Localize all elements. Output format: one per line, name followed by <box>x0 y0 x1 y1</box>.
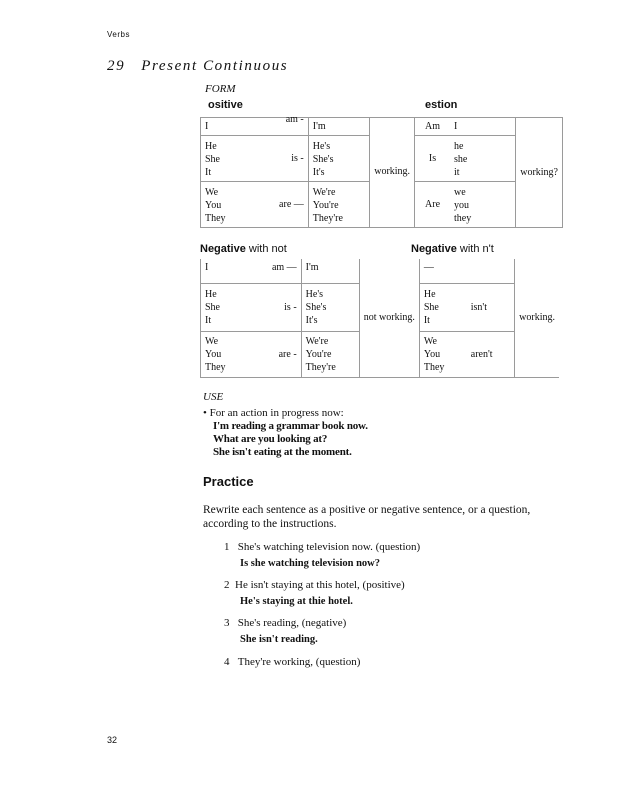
negative-nt-heading-bold: Negative <box>411 243 457 255</box>
question-heading: estion <box>425 99 458 111</box>
verb-cell: is - <box>262 136 308 182</box>
neg-contraction-cell: We're You're They're <box>301 331 359 377</box>
negative-nt-heading <box>411 243 494 255</box>
q-pronoun-cell: I <box>450 118 516 136</box>
q-verb-cell: Are <box>415 182 450 228</box>
q-verb-cell: Is <box>415 136 450 182</box>
neg-pronoun-cell: I <box>201 259 259 283</box>
practice-title: Practice <box>203 474 254 489</box>
neg-verb-cell: are - <box>258 331 301 377</box>
item-text: She's reading, (negative) <box>237 617 347 629</box>
item-answer: Is she watching television now? <box>240 558 381 569</box>
practice-item <box>224 579 405 591</box>
item-answer: She isn't reading. <box>240 634 318 645</box>
nt-aux-cell <box>467 259 515 283</box>
neg-contraction-cell: He's She's It's <box>301 283 359 331</box>
form-label: FORM <box>205 83 236 95</box>
pronoun-cell: He She It <box>201 136 263 182</box>
contraction-cell: We're You're They're <box>308 182 369 228</box>
use-example: I'm reading a grammar book now. <box>213 420 368 432</box>
positive-question-table <box>200 114 563 228</box>
q-verb-cell: Am <box>415 118 450 136</box>
negative-not-heading <box>200 243 287 255</box>
negative-not-heading-bold: Negative <box>200 243 246 255</box>
item-text: She's watching television now. (question) <box>237 541 421 553</box>
use-bullet: • For an action in progress now: <box>203 407 344 419</box>
practice-instructions: Rewrite each sentence as a positive or negative sentence, or a question, according to the instructions. <box>203 504 531 530</box>
neg-pronoun-cell: We You They <box>201 331 259 377</box>
q-pronoun-cell: he she it <box>450 136 516 182</box>
item-answer: He's staying at thie hotel. <box>240 596 353 607</box>
nt-pronoun-cell: — <box>419 259 466 283</box>
page-number: 32 <box>107 735 118 745</box>
use-label: USE <box>203 391 224 403</box>
nt-ending-cell: working. <box>515 259 559 377</box>
verb-cell: am - <box>262 118 308 136</box>
verb-cell: are — <box>262 182 308 228</box>
negative-nt-heading-rest: with n't <box>459 243 494 255</box>
item-number: 3 <box>224 617 230 629</box>
contraction-cell: I'm <box>308 118 369 136</box>
nt-pronoun-cell: We You They <box>419 331 466 377</box>
neg-pronoun-cell: He She It <box>201 283 259 331</box>
negative-table <box>200 259 559 378</box>
practice-item <box>224 617 346 629</box>
nt-pronoun-cell: He She It <box>419 283 466 331</box>
item-text: They're working, (question) <box>237 656 361 668</box>
neg-contraction-cell: I'm <box>301 259 359 283</box>
negative-not-heading-rest: with not <box>248 243 287 255</box>
pronoun-cell: We You They <box>201 182 263 228</box>
nt-aux-cell: isn't <box>467 283 515 331</box>
contraction-cell: He's She's It's <box>308 136 369 182</box>
unit-title: 29 Present Continuous <box>107 58 289 74</box>
use-example: She isn't eating at the moment. <box>213 446 352 458</box>
practice-item <box>224 541 420 553</box>
nt-aux-cell: aren't <box>467 331 515 377</box>
q-ending-cell: working? <box>516 118 563 228</box>
item-number: 1 <box>224 541 230 553</box>
neg-verb-cell: is - <box>258 283 301 331</box>
ending-cell: working. <box>370 118 415 228</box>
section-label: Verbs <box>107 30 130 39</box>
positive-heading: ositive <box>208 99 243 111</box>
neg-ending-cell: not working. <box>359 259 419 377</box>
use-example: What are you looking at? <box>213 433 328 445</box>
item-text: He isn't staying at this hotel, (positive) <box>235 579 405 591</box>
neg-verb-cell: am — <box>258 259 301 283</box>
item-number: 2 <box>224 579 230 591</box>
item-number: 4 <box>224 656 230 668</box>
pronoun-cell: I <box>201 118 263 136</box>
practice-item <box>224 656 360 668</box>
q-pronoun-cell: we you they <box>450 182 516 228</box>
